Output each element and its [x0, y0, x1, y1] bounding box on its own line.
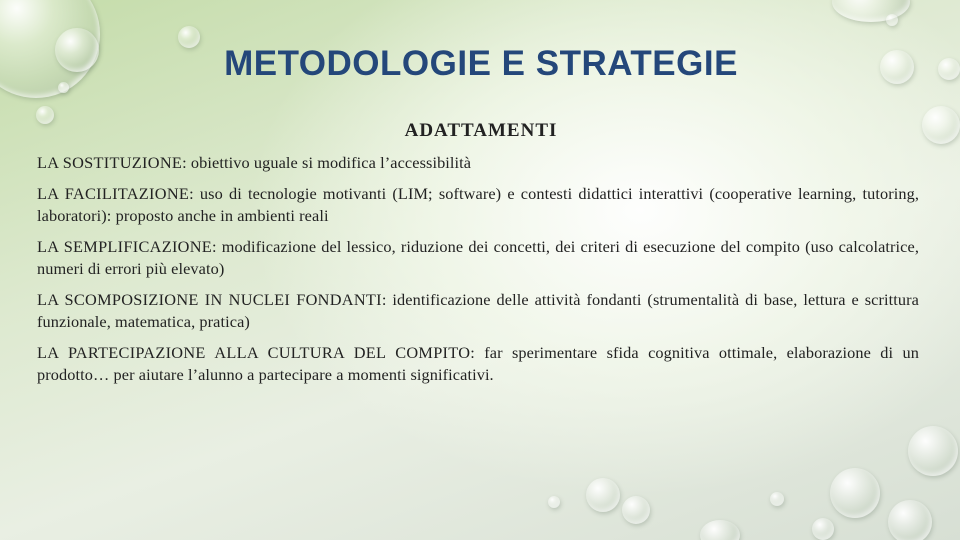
water-drop-decoration — [908, 426, 958, 476]
list-item-scomposizione — [37, 289, 919, 333]
list-item-semplificazione — [37, 236, 919, 280]
item-term: LA FACILITAZIONE — [37, 184, 190, 203]
water-drop-decoration — [586, 478, 620, 512]
water-drop-decoration — [622, 496, 650, 524]
item-term: LA SEMPLIFICAZIONE — [37, 237, 213, 256]
list-item-facilitazione — [37, 183, 919, 227]
water-drop-decoration — [548, 496, 560, 508]
item-text: : identificazione delle attività fondanti (strumentalità di base, lettura e scrittura funzionale, matematica, pratica) — [37, 290, 919, 331]
water-drop-decoration — [886, 14, 898, 26]
item-text: : modificazione del lessico, riduzione dei concetti, dei criteri di esecuzione del compito (uso calcolatrice, numeri di errori più elevato) — [37, 237, 919, 278]
water-drop-decoration — [888, 500, 932, 540]
item-text: : obiettivo uguale si modifica l’accessibilità — [182, 153, 472, 172]
water-drop-decoration — [832, 0, 910, 22]
item-term: LA PARTECIPAZIONE ALLA CULTURA DEL COMPITO — [37, 343, 471, 362]
item-term: LA SCOMPOSIZIONE IN NUCLEI FONDANTI — [37, 290, 382, 309]
water-drop-decoration — [770, 492, 784, 506]
water-drop-decoration — [700, 520, 740, 540]
item-text: : far sperimentare sfida cognitiva ottimale, elaborazione di un prodotto… per aiutare l’alunno a partecipare a momenti significativi. — [37, 343, 920, 384]
list-item-partecipazione — [37, 342, 919, 386]
item-text: : uso di tecnologie motivanti (LIM; software) e contesti didattici interattivi (cooperative learning, tutoring, laboratori): proposto anche in ambienti reali — [37, 184, 920, 225]
slide-title: METODOLOGIE E STRATEGIE — [224, 44, 738, 83]
list-item-sostituzione — [37, 152, 919, 174]
adattamenti-list — [37, 152, 919, 395]
slide-subtitle: ADATTAMENTI — [404, 120, 558, 141]
item-term: LA SOSTITUZIONE — [37, 153, 183, 172]
water-drop-decoration — [812, 518, 834, 540]
water-drop-decoration — [830, 468, 880, 518]
